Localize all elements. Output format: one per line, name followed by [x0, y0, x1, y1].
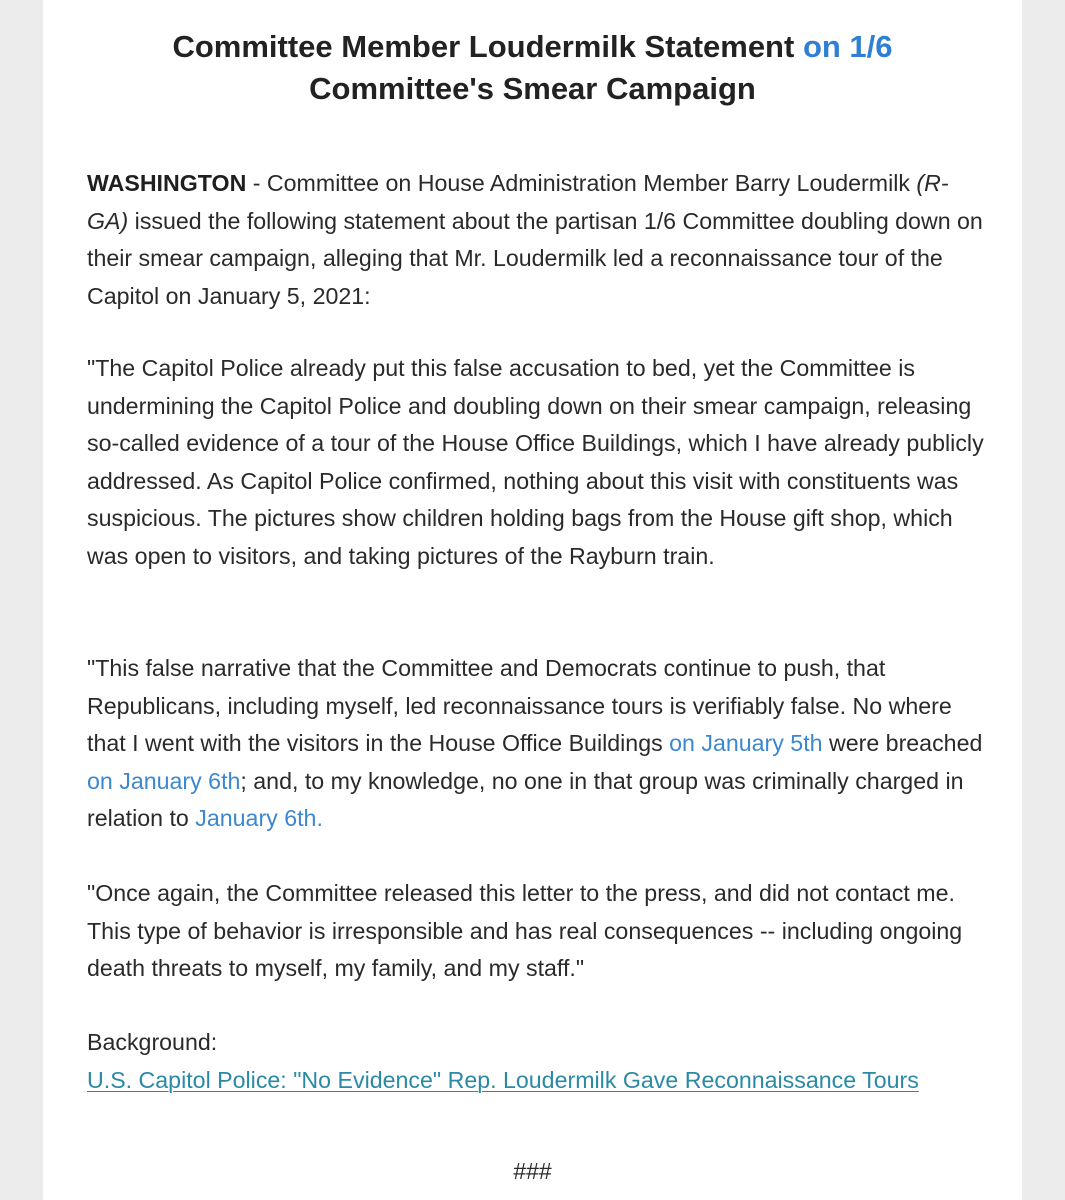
press-release-page [43, 0, 1022, 1200]
date-link-jan-6-end: January 6th. [195, 805, 323, 831]
intro-paragraph [87, 165, 987, 315]
intro-text: issued the following statement about the partisan 1/6 Committee doubling down on their smear campaign, alleging that Mr. Loudermilk led a reconnaissance tour of the Capitol on January 5, 2021: [87, 207, 983, 309]
end-mark: ### [513, 1158, 552, 1184]
date-link-jan-5: on January 5th [669, 730, 823, 756]
quote2-part2: were breached [822, 730, 983, 756]
date-link-jan-6: on January 6th [87, 767, 241, 794]
party-label: (R-GA) [87, 170, 949, 234]
background-section [87, 1024, 987, 1099]
background-link[interactable]: U.S. Capitol Police: "No Evidence" Rep. Loudermilk Gave Reconnaissance Tours [87, 1066, 919, 1093]
quote-paragraph-3: "Once again, the Committee released this letter to the press, and did not contact me. This type of behavior is irresponsible and has real consequences -- including ongoing death threats to myself, my family, and my staff." [87, 880, 963, 981]
title-highlight: on 1/6 [802, 29, 893, 64]
quote2-part3: ; and, to my knowledge, no one in that group was criminally charged in relation to [87, 767, 964, 831]
dateline: WASHINGTON [87, 170, 247, 196]
page-title [43, 26, 1022, 110]
intro-lead: - Committee on House Administration Member Barry Loudermilk [246, 170, 917, 196]
quote-paragraph-1: "The Capitol Police already put this false accusation to bed, yet the Committee is undermining the Capitol Police and doubling down on their smear campaign, releasing so-called evidence of a tour of the House Office Buildings, which I have already publicly addressed. As Capitol Police confirmed, nothing about this visit with constituents was suspicious. The pictures show children holding bags from the House gift shop, which was open to visitors, and taking pictures of the Rayburn train. [87, 355, 984, 569]
background-label: Background: [87, 1029, 218, 1055]
title-line1-text: Committee Member Loudermilk Statement [172, 29, 803, 64]
title-line2-text: Committee's Smear Campaign [309, 71, 756, 106]
quote2-part1: "This false narrative that the Committee and Democrats continue to push, that Republicans, including myself, led reconnaissance tours is verifiably false. No where that I went with the visitors in the House Office Buildings [87, 655, 952, 756]
quote-paragraph-2 [87, 650, 987, 838]
